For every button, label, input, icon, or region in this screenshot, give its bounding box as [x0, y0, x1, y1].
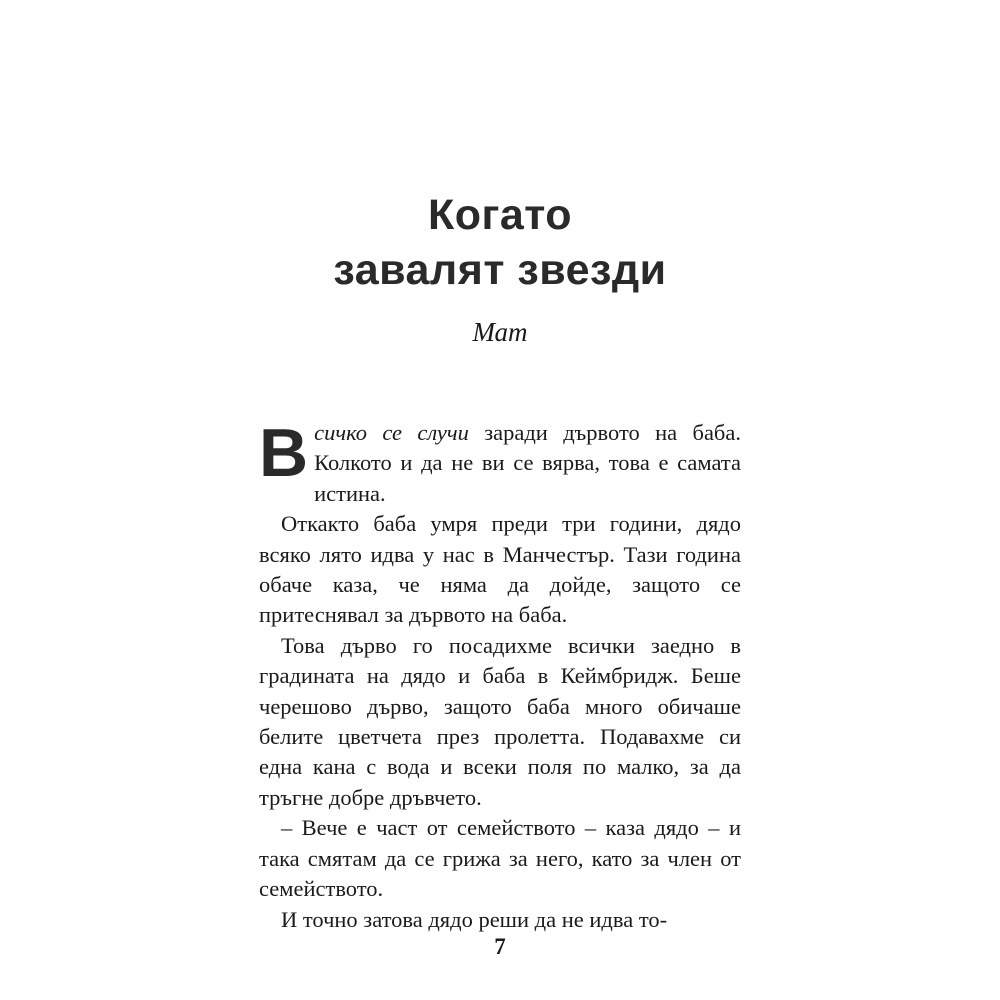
paragraph-1 — [259, 415, 741, 509]
page-number: 7 — [494, 934, 506, 959]
body-text — [259, 415, 741, 935]
chapter-title-line-1: Когато — [427, 191, 573, 239]
paragraph-2: Откакто баба умря преди три години, дядо всяко лято идва у нас в Манчестър. Тази година обаче каза, че няма да дойде, защото се притеснявал за дървото на баба. — [259, 511, 741, 628]
paragraph-3: Това дърво го посадихме всички заедно в градината на дядо и баба в Кеймбридж. Беше черешово дърво, защото баба много обичаше белите цветчета през пролетта. Подавахме си една кана с вода и всеки поля по малко, за да тръгне добре дръвчето. — [259, 632, 741, 810]
paragraph-5: И точно затова дядо реши да не идва то- — [281, 906, 668, 932]
paragraph-4: – Вече е част от семейството – каза дядо – и така смятам да се грижа за него, като за член от семейството. — [259, 815, 741, 902]
chapter-title-line-2: завалят звезди — [333, 246, 667, 294]
drop-cap: В — [259, 415, 309, 491]
chapter-title — [0, 188, 1000, 298]
chapter-author: Мат — [472, 317, 528, 347]
paragraph-1-text: заради дървото на баба. Колкото и да не ви се вярва, това е самата истина. — [314, 420, 741, 506]
paragraph-1-italic-lead: сичко се случи — [314, 420, 469, 445]
